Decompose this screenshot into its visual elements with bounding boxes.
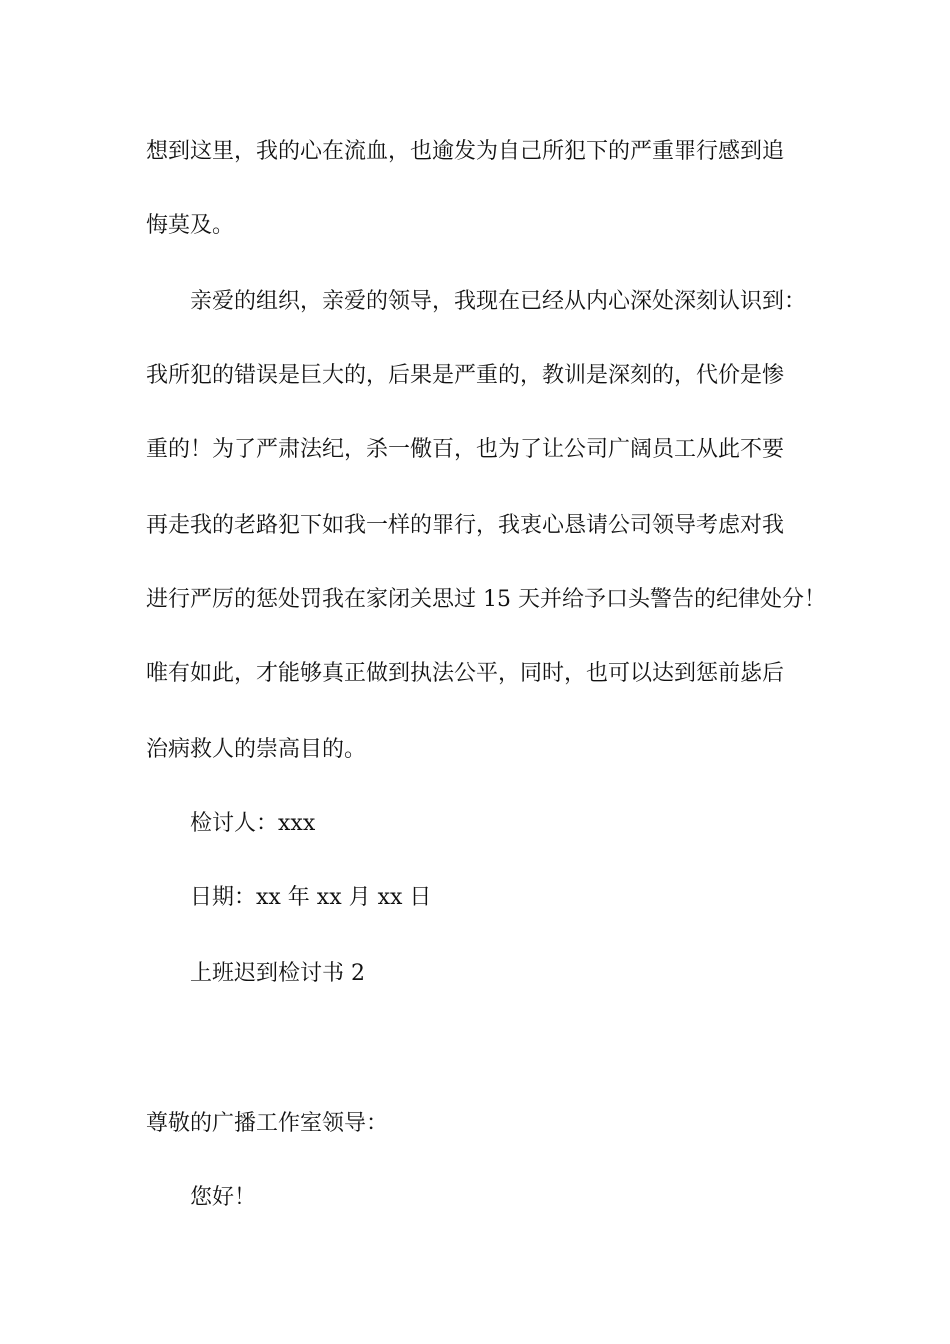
body-line-6: 再走我的老路犯下如我一样的罪行，我衷心恳请公司领导考虑对我 [146,513,785,538]
date-line: 日期：xx 年 xx 月 xx 日 [190,885,432,910]
salutation-line: 尊敬的广播工作室领导： [146,1111,389,1136]
greeting-line: 您好！ [190,1185,257,1210]
signature-line: 检讨人：xxx [190,811,316,836]
body-line-1: 想到这里，我的心在流血，也逾发为自己所犯下的严重罪行感到追 [146,139,785,164]
body-line-9: 治病救人的崇高目的。 [146,737,367,762]
body-line-8: 唯有如此，才能够真正做到执法公平，同时，也可以达到惩前毖后 [146,661,785,686]
section-heading: 上班迟到检讨书 2 [190,961,365,986]
body-line-2: 悔莫及。 [146,213,235,238]
body-line-4: 我所犯的错误是巨大的，后果是严重的，教训是深刻的，代价是惨 [146,363,785,388]
body-line-7: 进行严厉的惩处罚我在家闭关思过 15 天并给予口头警告的纪律处分！ [146,587,826,612]
body-line-3: 亲爱的组织，亲爱的领导，我现在已经从内心深处深刻认识到： [190,289,807,314]
body-line-5: 重的！为了严肃法纪，杀一儆百，也为了让公司广阔员工从此不要 [146,437,785,462]
